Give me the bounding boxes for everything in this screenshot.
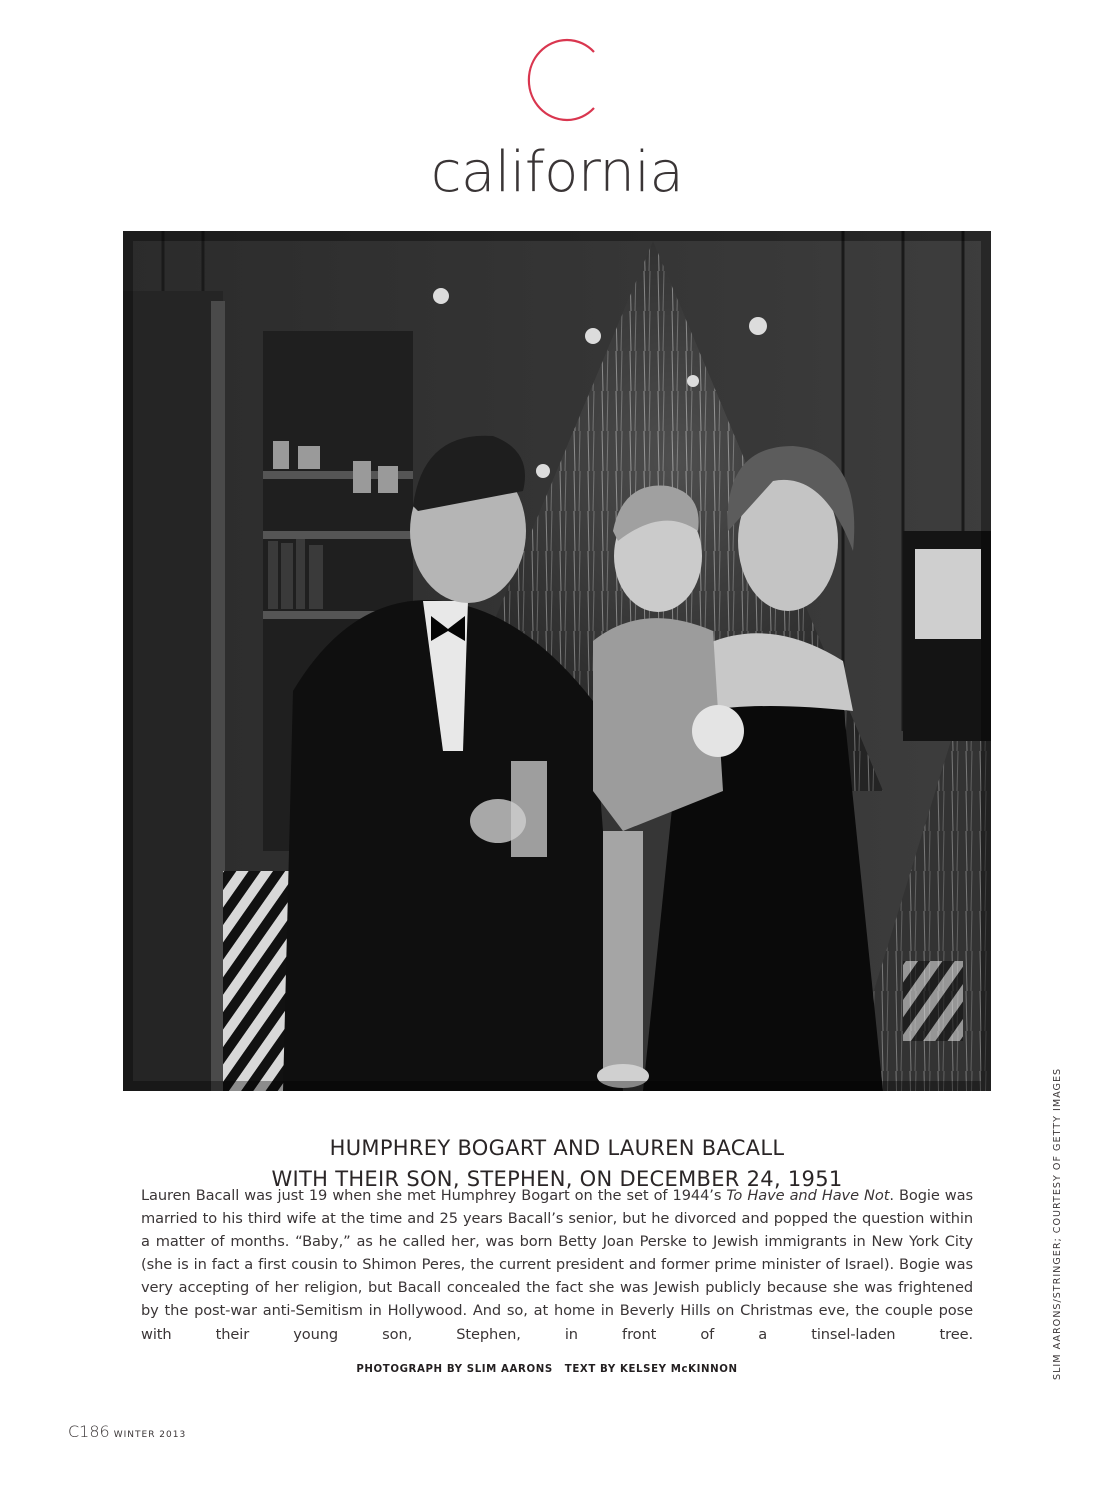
text-credit: TEXT BY KELSEY McKINNON	[564, 1364, 738, 1375]
body-text-rest: . Bogie was married to his third wife at the time and 25 years Bacall’s senior, but he divorced and popped the question within a matter of months. “Baby,” as he called her, was born Betty Joan Perske to Jewish immigrants in New York City (she is in fact a first cousin to Shimon Peres, the current president and former prime minister of Israel). Bogie was very accepting of her religion, but Bacall concealed the fact she was Jewish publicly because she was frightened by the post-war anti-Semitism in Hollywood. And so, at home in Beverly Hills on Christmas eve, the couple pose with their young son, Stephen, in front of a tinsel-laden tree.	[141, 1187, 973, 1343]
headline-line-2: WITH THEIR SON, STEPHEN, ON DECEMBER 24, 1951	[271, 1167, 843, 1192]
issue-label: WINTER 2013	[113, 1430, 187, 1440]
film-title: To Have and Have Not	[726, 1187, 890, 1204]
photo-icon	[123, 231, 991, 1091]
logo-c-icon	[516, 36, 600, 124]
body-text-intro: Lauren Bacall was just 19 when she met Humphrey Bogart on the set of 1944’s	[141, 1187, 727, 1204]
family-photo	[123, 231, 991, 1091]
page-number: C186	[68, 1422, 110, 1441]
credits	[0, 1364, 1094, 1375]
side-credit: SLIM AARONS/STRINGER; COURTESY OF GETTY IMAGES	[1052, 1067, 1063, 1380]
photo-credit: PHOTOGRAPH BY SLIM AARONS	[356, 1364, 553, 1375]
folio	[68, 1422, 186, 1441]
caption-body	[141, 1184, 973, 1346]
headline-line-1: HUMPHREY BOGART AND LAUREN BACALL	[329, 1136, 785, 1161]
section-title: california	[430, 140, 684, 205]
